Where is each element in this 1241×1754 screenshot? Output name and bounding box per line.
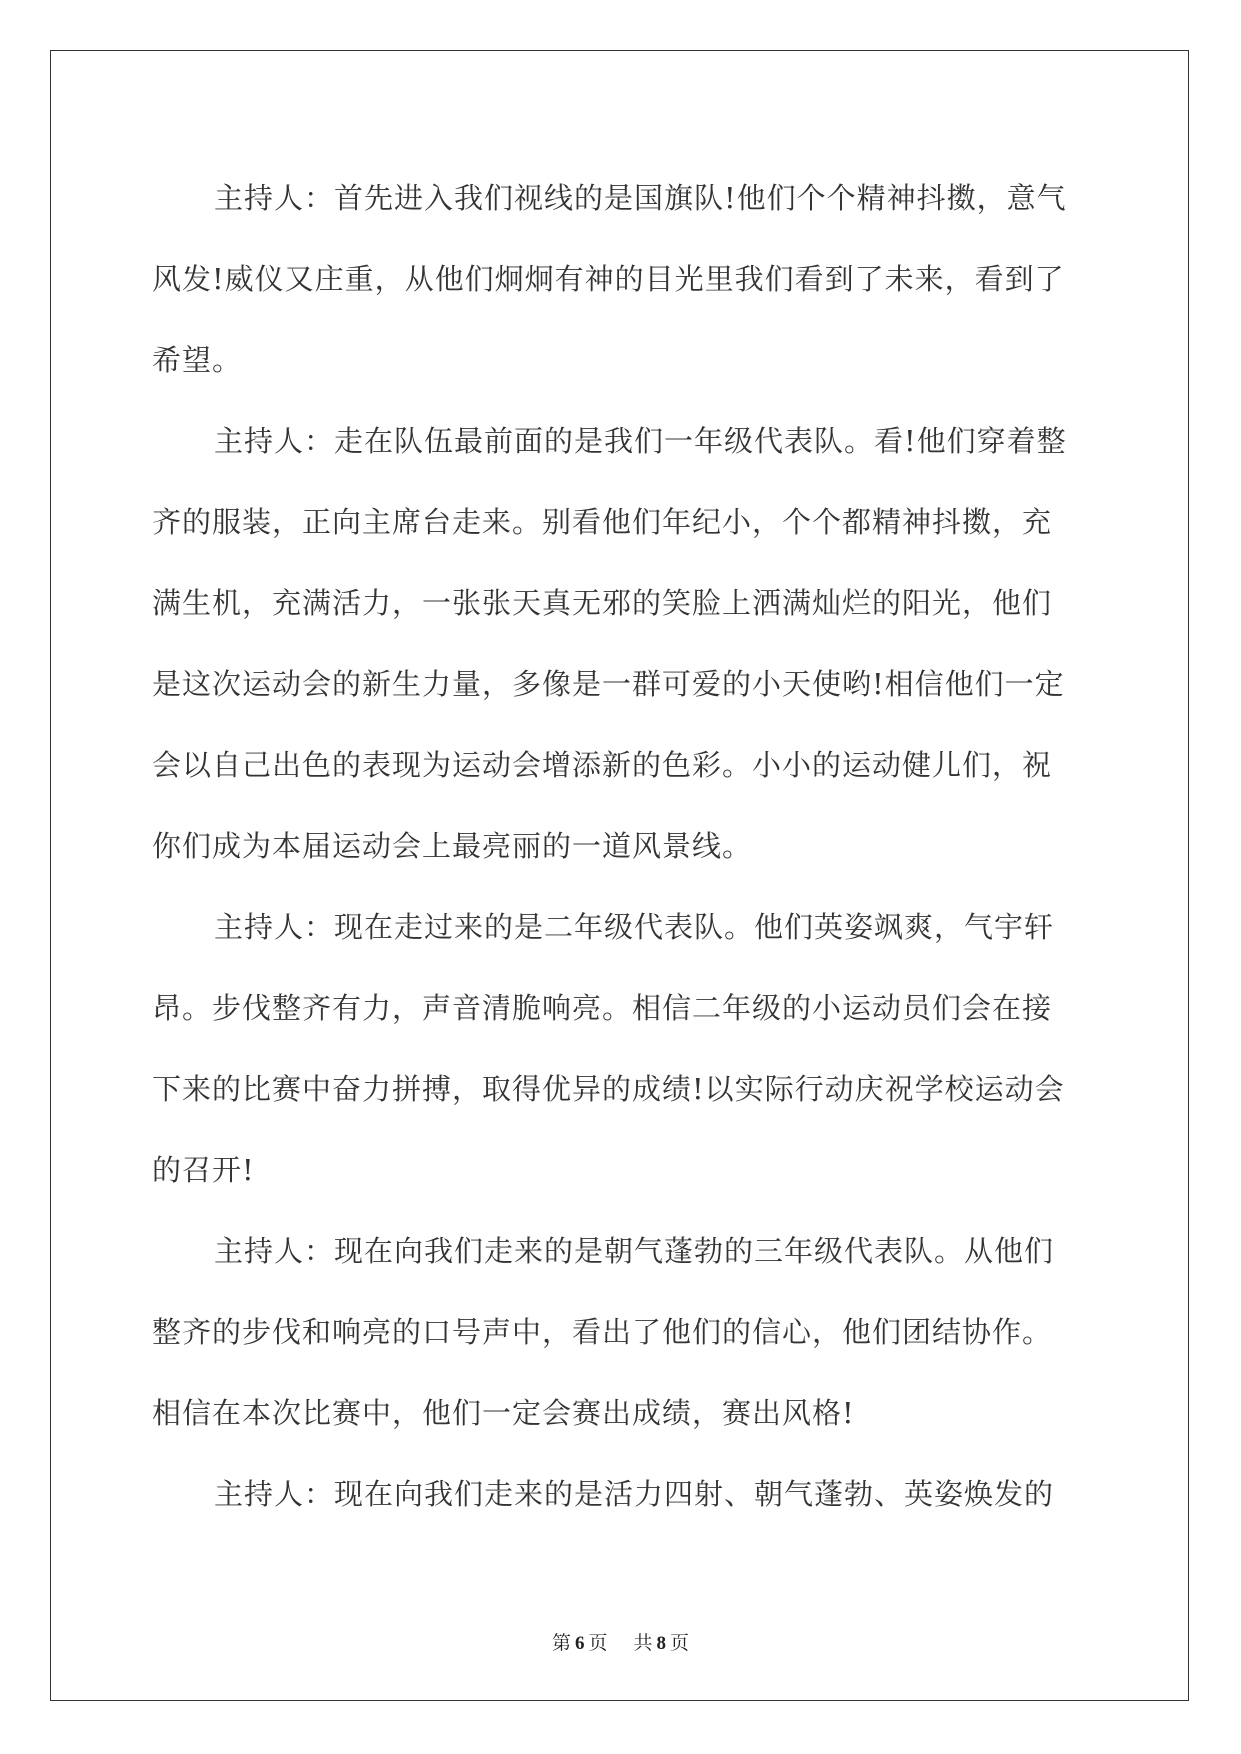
text-line: 希望。 bbox=[152, 343, 243, 377]
document-body bbox=[152, 158, 1087, 1535]
page-number-current: 6 bbox=[574, 1633, 585, 1654]
text-line: 主持人：现在向我们走来的是活力四射、朝气蓬勃、英姿焕发的 bbox=[214, 1477, 1055, 1511]
paragraph-grade-four bbox=[152, 1454, 1087, 1535]
paragraph-grade-one bbox=[152, 401, 1087, 887]
text-line: 会以自己出色的表现为运动会增添新的色彩。小小的运动健儿们，祝 bbox=[152, 748, 1053, 782]
text-line: 整齐的步伐和响亮的口号声中，看出了他们的信心，他们团结协作。 bbox=[152, 1315, 1053, 1349]
total-prefix: 共 bbox=[633, 1633, 653, 1654]
text-line: 主持人：现在向我们走来的是朝气蓬勃的三年级代表队。从他们 bbox=[214, 1234, 1055, 1268]
page-number-total: 8 bbox=[656, 1633, 667, 1654]
page-footer bbox=[0, 1628, 1241, 1655]
page-prefix: 第 bbox=[551, 1633, 571, 1654]
paragraph-grade-two bbox=[152, 887, 1087, 1211]
page-unit: 页 bbox=[588, 1633, 608, 1654]
paragraph-grade-three bbox=[152, 1211, 1087, 1454]
paragraph-flag-team bbox=[152, 158, 1087, 401]
text-line: 主持人：走在队伍最前面的是我们一年级代表队。看!他们穿着整 bbox=[214, 424, 1067, 458]
total-unit: 页 bbox=[670, 1633, 690, 1654]
text-line: 下来的比赛中奋力拼搏，取得优异的成绩!以实际行动庆祝学校运动会 bbox=[152, 1072, 1065, 1106]
text-line: 齐的服装，正向主席台走来。别看他们年纪小，个个都精神抖擞，充 bbox=[152, 505, 1053, 539]
text-line: 主持人：首先进入我们视线的是国旗队!他们个个精神抖擞，意气 bbox=[214, 181, 1067, 215]
text-line: 是这次运动会的新生力量，多像是一群可爱的小天使哟!相信他们一定 bbox=[152, 667, 1065, 701]
text-line: 昂。步伐整齐有力，声音清脆响亮。相信二年级的小运动员们会在接 bbox=[152, 991, 1053, 1025]
text-line: 满生机，充满活力，一张张天真无邪的笑脸上洒满灿烂的阳光，他们 bbox=[152, 586, 1053, 620]
text-line: 风发!威仪又庄重，从他们炯炯有神的目光里我们看到了未来，看到了 bbox=[152, 262, 1065, 296]
text-line: 的召开! bbox=[152, 1153, 255, 1187]
text-line: 主持人：现在走过来的是二年级代表队。他们英姿飒爽，气宇轩 bbox=[214, 910, 1055, 944]
text-line: 你们成为本届运动会上最亮丽的一道风景线。 bbox=[152, 829, 753, 863]
text-line: 相信在本次比赛中，他们一定会赛出成绩，赛出风格! bbox=[152, 1396, 855, 1430]
